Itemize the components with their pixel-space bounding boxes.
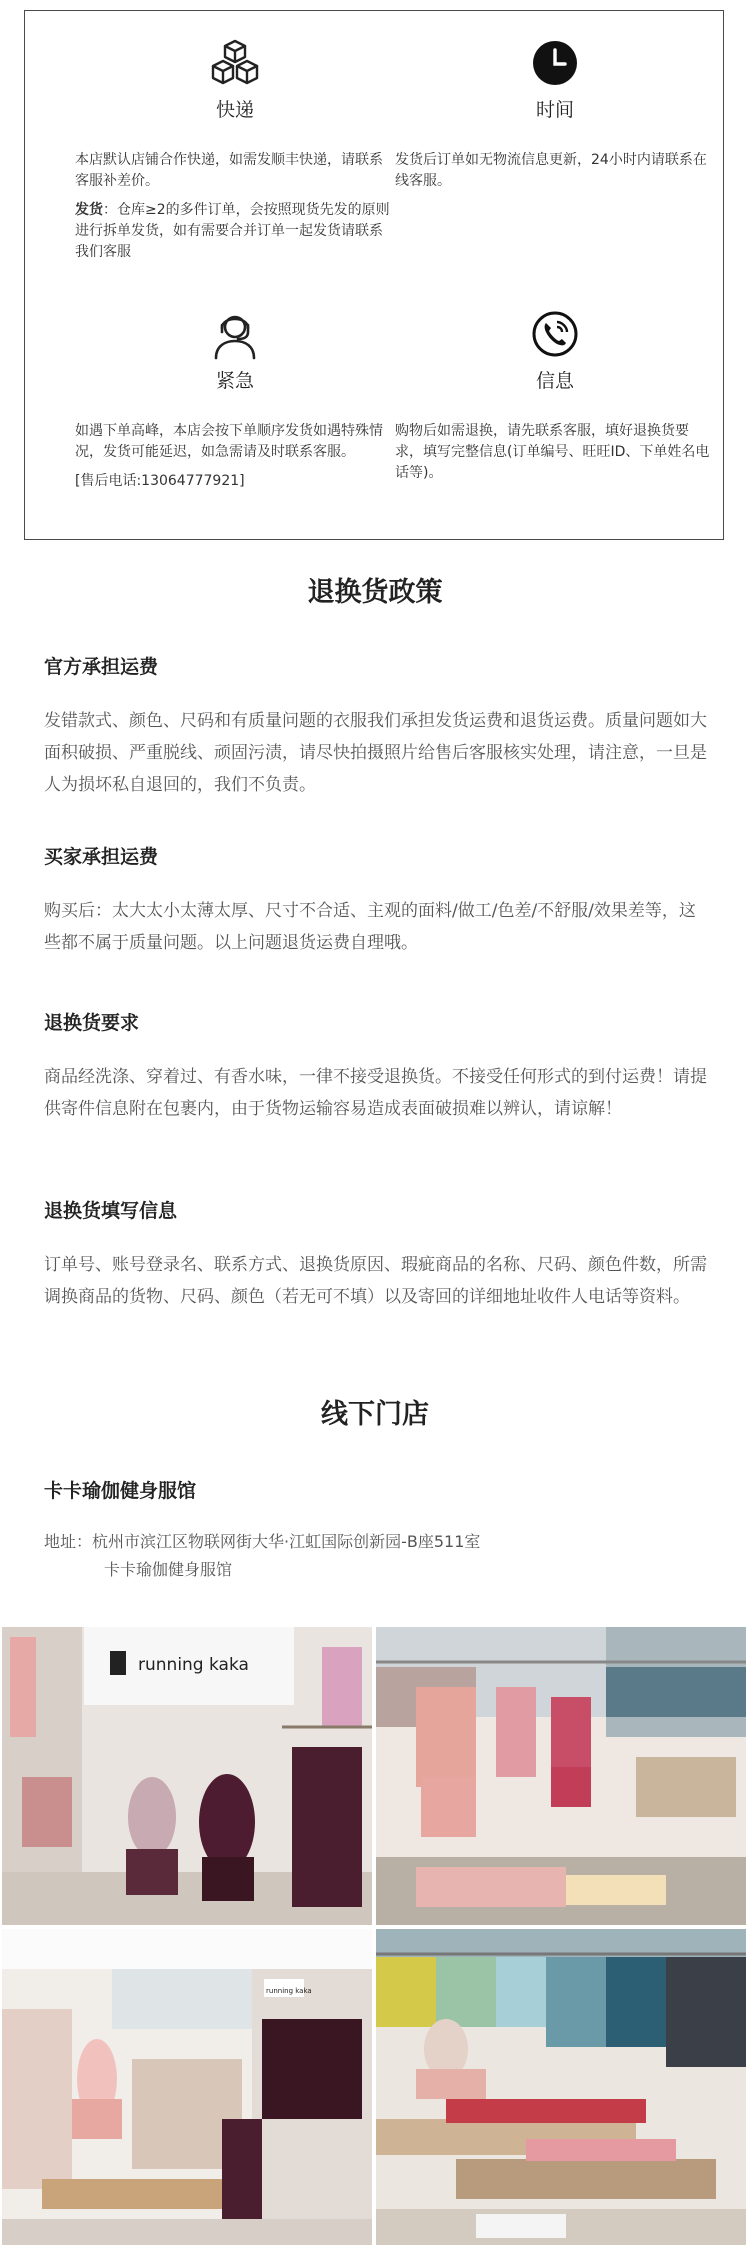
hotline-text: [售后电话:13064777921] [75, 473, 245, 489]
urgent-title: 紧急 [215, 370, 254, 392]
policy-body: 商品经洗涤、穿着过、有香水味，一律不接受退换货。不接受任何形式的到付运费！请提供寄件信息附在包裹内，由于货物运输容易造成表面破损难以辨认，请谅解！ [44, 1067, 707, 1119]
store-sign-small: running kaka [266, 1987, 312, 1995]
express-note-text: ：仓库≥2的多件订单，会按照现货先发的原则进行拆单发货，如有需要合并订单一起发货请联系我们客服 [75, 202, 390, 260]
phone-icon [531, 310, 579, 358]
message-title: 信息 [535, 370, 574, 392]
time-title: 时间 [535, 99, 574, 121]
address-line1: 杭州市滨江区物联网街大华·江虹国际创新园-B座511室 [92, 1532, 481, 1551]
store-photo-entrance [2, 1627, 372, 1925]
store-section-title: 线下门店 [321, 1399, 429, 1430]
policy-heading: 官方承担运费 [44, 656, 159, 678]
urgent-section [75, 306, 395, 500]
express-note-label: 发货 [75, 202, 103, 218]
store-sign-text: running kaka [138, 1655, 249, 1675]
time-section [395, 35, 715, 200]
policy-return-info [44, 1196, 710, 1313]
store-photo-mannequins [376, 1627, 746, 1925]
policy-buyer-shipping [44, 842, 710, 959]
store-photo-interior [2, 1929, 372, 2245]
express-section [75, 35, 395, 271]
policy-body: 订单号、账号登录名、联系方式、退换货原因、瑕疵商品的名称、尺码、颜色件数，所需调换商品的货物、尺码、颜色（若无可不填）以及寄回的详细地址收件人电话等资料。 [44, 1255, 707, 1307]
address-line2: 卡卡瑜伽健身服馆 [104, 1560, 233, 1579]
support-agent-icon [211, 308, 259, 360]
urgent-text: 如遇下单高峰，本店会按下单顺序发货如遇特殊情况，发货可能延迟，如急需请及时联系客服。 [75, 423, 383, 460]
message-section [395, 306, 715, 492]
express-title: 快递 [215, 99, 254, 121]
boxes-icon [209, 37, 261, 89]
store-name: 卡卡瑜伽健身服馆 [44, 1480, 197, 1502]
address-label: 地址： [44, 1532, 93, 1551]
message-text: 购物后如需退换，请先联系客服，填好退换货要求，填写完整信息(订单编号、旺旺ID、下单姓名电话等)。 [395, 423, 710, 481]
store-address [44, 1528, 480, 1584]
policy-body: 发错款式、颜色、尺码和有质量问题的衣服我们承担发货运费和退货运费。质量问题如大面积破损、严重脱线、顽固污渍，请尽快拍摄照片给售后客服核实处理，请注意，一旦是人为损坏私自退回的，我们不负责。 [44, 711, 707, 795]
policy-heading: 退换货要求 [44, 1012, 140, 1034]
store-photo-display-table [376, 1929, 746, 2245]
express-note [75, 200, 395, 263]
policy-heading: 买家承担运费 [44, 846, 159, 868]
time-text: 发货后订单如无物流信息更新，24小时内请联系在线客服。 [395, 152, 707, 189]
shipping-info-box [24, 10, 724, 540]
policy-heading: 退换货填写信息 [44, 1200, 178, 1222]
policy-body: 购买后：太大太小太薄太厚、尺寸不合适、主观的面料/做工/色差/不舒服/效果差等，这些都不属于质量问题。以上问题退货运费自理哦。 [44, 901, 696, 953]
policy-official-shipping [44, 652, 710, 801]
express-text: 本店默认店铺合作快递，如需发顺丰快递，请联系客服补差价。 [75, 152, 383, 189]
policy-section-title: 退换货政策 [307, 577, 443, 608]
policy-return-requirements [44, 1008, 710, 1125]
clock-icon [532, 40, 578, 86]
